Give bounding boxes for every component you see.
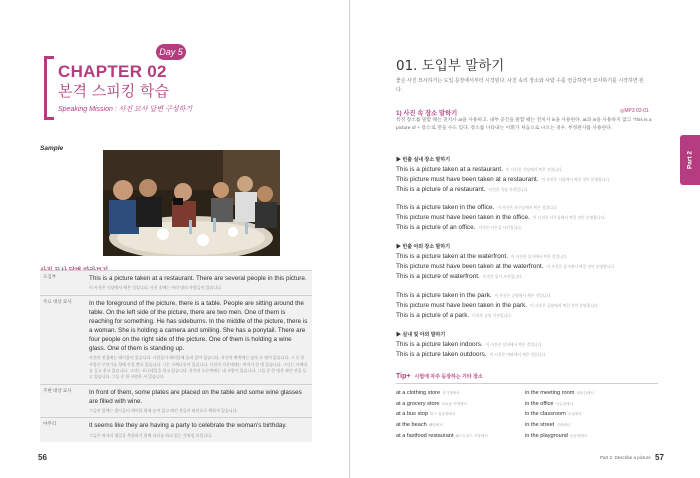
row-korean: 사진의 전경에는 테이블이 있습니다. 사람들이 테이블에 둘러 앉아 있습니다. 사진의 왼쪽에는 남자 두 명이 있습니다. 그 중 한 사람은 무언가를 향해 손을 뻗고 있습니다. 그는 구레나룻이 있습니다. 사진의 가운데에는 여자가 한 명 있습니다. 그녀는 카메라를 들고 웃고 있습니다. 그녀는 포니테일을 하고 있습니다. 사진의 오른쪽에는 네 사람이 있습니다. 그들 중 한 명은 와인 잔을 들고 있습니다. 그들 중 한 사람은 서 있습니다. [89,355,308,380]
place-en: in the street [525,421,555,428]
sentence-en: This is a picture taken indoors. [396,341,483,348]
sample-label: Sample [40,145,64,152]
row-label: 주요 대상 묘사 [40,295,86,384]
place-en: in the meeting room [525,390,575,396]
example-sentence [396,340,658,350]
example-block [396,203,658,233]
example-sentence [396,272,658,282]
row-body [86,418,312,442]
sentence-en: This picture must have been taken in the office. [396,213,530,221]
place-en: in the office [525,400,554,407]
table-row [40,271,312,296]
row-body [86,384,312,418]
example-sentence [396,175,658,185]
sentence-en: This is a picture taken outdoors. [396,350,487,358]
row-body [86,271,312,296]
tip-label: Tip [396,373,407,380]
photo-illustration [103,150,280,256]
table-row [40,384,312,418]
block-heading: ▶ 빈출 실내 장소 말하기 [396,157,451,163]
part-tab[interactable] [680,135,700,185]
sentence-ko: 이것은 식당 사진입니다. [488,187,529,192]
place-ko: 해변에서 [428,422,443,427]
page-title: 01. 도입부 말하기 [396,58,505,74]
list-item [525,399,645,410]
sentence-ko: 이 사진은 야외에서 찍은 것입니다. [489,352,547,357]
sentence-ko: 이 사진은 식당에서 찍힌 것이 분명합니다. [541,177,611,182]
place-ko: 식료품 가게에서 [441,401,467,406]
sentence-en: This is a picture of a restaurant. [396,185,486,193]
example-block [396,291,658,321]
tip-heading: Tip+ 시험에 자주 등장하는 기타 장소 [396,373,483,380]
intro-text: 좋은 사진 묘사하기는 도입 문장에서부터 시작된다. 사진 속의 장소와 사람 수를 언급하면서 묘사하기를 시작하면 된다. [396,78,644,93]
place-en: at a bus stop [396,411,429,418]
right-page [350,0,700,478]
sentence-ko: 이것은 물가 사진입니다. [482,274,523,279]
row-label: 도입부 [40,271,86,296]
place-ko: 교실에서 [567,412,582,417]
list-item [525,409,645,420]
speaking-mission: Speaking Mission : 사진 묘사 답변 구성하기 [58,106,193,113]
mp3-track-label[interactable]: ◎MP3 02-01 [620,108,649,114]
day-badge: Day 5 [156,44,186,60]
place-en: at a fastfood restaurant [396,432,454,439]
footer-caption: Part 2. Describe a picture [600,455,651,460]
example-sentence [396,165,658,175]
chapter-subtitle: 본격 스피킹 학습 [58,82,169,100]
example-sentence [396,291,658,301]
list-item [525,431,645,442]
sentence-en: This is a picture taken at the waterfront. [396,253,508,260]
part-tab-label: Part 2 [686,150,694,170]
row-korean: 그들의 앞에는 접시들이 테이블 위에 놓여 있고 와인 잔들이 와인으로 채워져 있습니다. [89,408,238,414]
place-ko: 패스트푸드 식당에서 [455,433,488,438]
sentence-en: This picture must have been taken in the park. [396,301,528,309]
row-english: In the foreground of the picture, there is a table. People are sitting around the table. On the left side of the picture, there are two men. One of them is reaching for something. He has sideburns. In the middle of the picture, there is a woman. She is holding a camera and smiling. She has a ponytail. There are four people on the right side of the picture. One of them is holding a wine glass. One of them is standing up. [89,299,308,353]
place-en: at a clothing store [396,390,441,396]
example-block [396,331,658,360]
example-block [396,243,658,282]
restaurant-photo [103,150,280,256]
sentence-ko: 이 사진은 물가에서 찍힌 것이 분명합니다. [546,264,616,269]
list-item [525,420,645,431]
row-english: It seems like they are having a party to celebrate the woman's birthday. [89,422,287,430]
example-sentence [396,223,658,233]
row-english: In front of them, some plates are placed on the table and some wine glasses are filled with wine. [89,388,302,405]
chapter-title: CHAPTER 02 [58,62,167,81]
example-sentence [396,203,658,213]
sentence-ko: 이 사진은 사무실에서 찍힌 것이 분명합니다. [532,215,606,220]
tip-divider [396,383,658,384]
sentence-ko: 이 사진은 식당에서 찍은 것입니다. [505,168,563,172]
row-body [86,295,312,384]
list-item [396,420,516,431]
place-ko: 옷가게에서 [442,391,460,395]
place-ko: 거리에서 [556,422,571,427]
sentence-ko: 이 사진은 물가에서 찍은 것입니다. [510,255,568,259]
sentence-en: This picture must have been taken at the waterfront. [396,262,544,270]
tip-title: 시험에 자주 등장하는 기타 장소 [414,374,483,380]
row-label: 주변 대상 묘사 [40,384,86,418]
example-block [396,156,658,195]
place-en: in the playground [525,432,568,439]
sentence-ko: 이 사진은 실내에서 찍은 것입니다. [485,343,543,347]
row-english: This is a picture taken at a restaurant. There are several people in this picture. [89,275,307,282]
list-item [525,388,645,399]
place-en: in the classroom [525,411,566,418]
place-ko: 사무실에서 [555,401,573,406]
table-row [40,295,312,384]
place-ko: 운동장에서 [569,433,588,438]
list-item [396,431,516,442]
example-sentence [396,350,658,360]
sentence-en: This is a picture of a park. [396,311,470,319]
example-sentence [396,311,658,321]
page-number-left: 56 [38,453,47,462]
sample-answer-table [40,270,312,442]
sentence-en: This is a picture taken in the park. [396,292,492,299]
place-ko: 회의실에서 [576,391,594,395]
block-heading: ▶ 빈출 야외 장소 말하기 [396,244,451,250]
places-list-right [525,388,645,441]
sentence-en: This is a picture taken in the office. [396,204,495,211]
sentence-ko: 이것은 사무실 사진입니다. [478,225,522,230]
mp3-track: MP3 02-01 [624,108,649,114]
example-sentence [396,185,658,195]
example-sentence [396,213,658,223]
place-ko: 버스 정류장에서 [430,412,456,417]
sentence-ko: 이 사진은 공원에서 찍은 것입니다. [494,294,552,298]
row-label: 마무리 [40,418,86,442]
list-item [396,399,516,410]
subsection-description: 특정 장소를 말할 때는 전치사 at을 사용하고, 내부 공간을 말할 때는 전치사 in을 사용한다. at과 in을 사용하지 않고 'This is a picture of + 장소'로 만들 수도 있다. 장소를 나타내는 어휘가 처음으로 나오는 경우, 부정관사를 사용한다. [396,118,652,132]
places-list-left [396,388,516,441]
example-sentence [396,252,658,262]
row-korean: 이 사진은 식당에서 찍은 것입니다. 사진 속에는 여러 명의 사람들이 있습니다. [89,285,223,291]
sentence-en: This picture must have been taken at a restaurant. [396,175,539,183]
sentence-en: This is a picture of an office. [396,223,476,231]
example-sentence [396,262,658,272]
sentence-en: This is a picture of waterfront. [396,272,480,280]
page-number-right: 57 [655,453,664,462]
table-row [40,418,312,442]
place-en: at the beach [396,421,427,428]
example-sentence [396,301,658,311]
sentence-en: This is a picture taken at a restaurant. [396,166,503,173]
block-heading: ▶ 실내 및 야외 말하기 [396,332,446,338]
row-korean: 그들은 여자의 생일을 축하하기 위해 파티를 하고 있는 것처럼 보입니다. [89,432,213,438]
subsection-heading: 1) 사진 속 장소 말하기 [396,110,458,117]
sentence-ko: 이 사진은 공원에서 찍힌 것이 분명합니다. [530,303,599,308]
chapter-bracket [44,56,54,120]
list-item [396,409,516,420]
place-en: at a grocery store [396,400,440,407]
sentence-ko: 이것은 공원 사진입니다. [472,313,513,318]
sentence-ko: 이 사진은 사무실에서 찍은 것입니다. [497,206,558,210]
list-item [396,388,516,399]
